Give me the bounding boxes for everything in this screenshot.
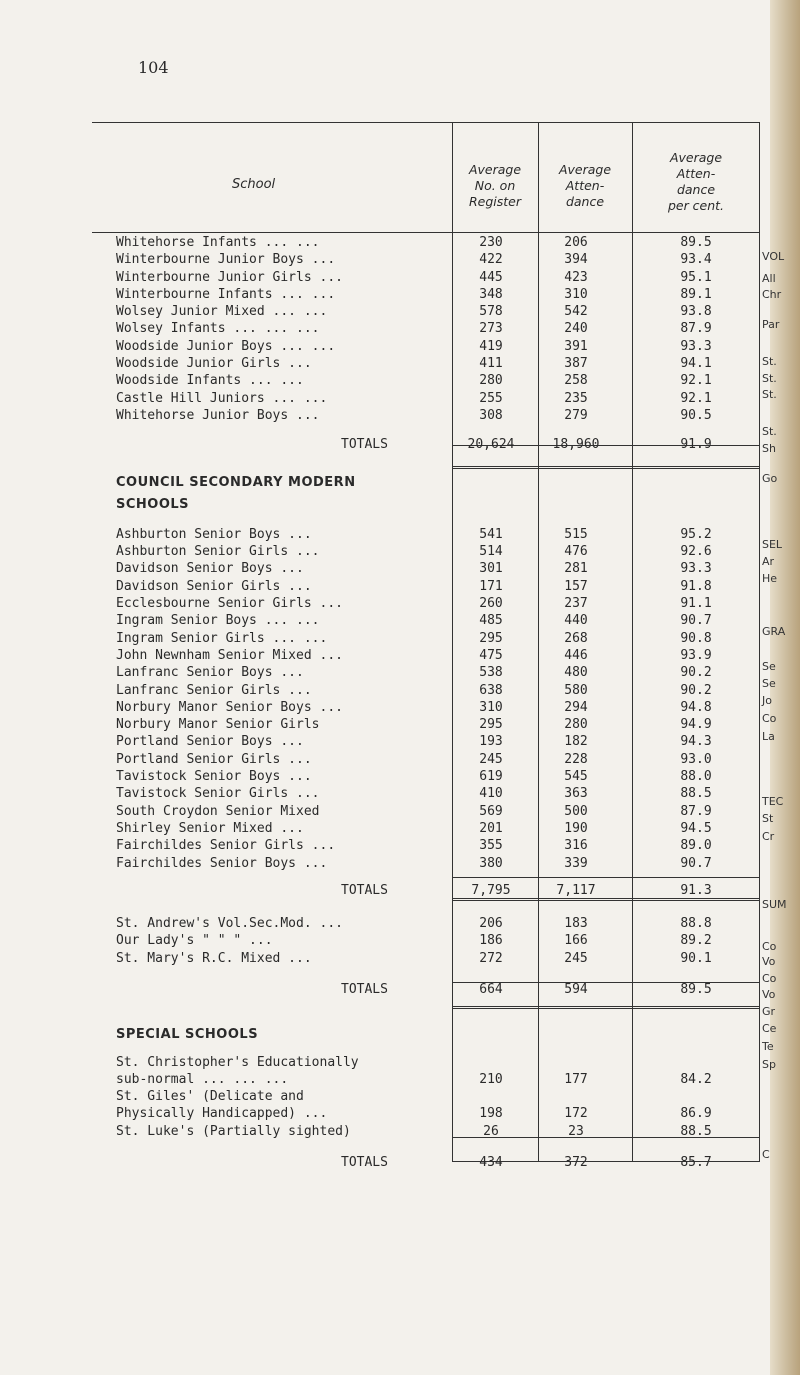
table-row: Tavistock Senior Girls ... 410 363 88.5	[116, 786, 712, 802]
edge-fragment: SUM	[762, 898, 787, 911]
table-row: Davidson Senior Girls ... 171 157 91.8	[116, 578, 712, 594]
edge-fragment: Ce	[762, 1022, 777, 1035]
edge-fragment: Cr	[762, 830, 775, 843]
header-attendance: Average Atten- dance	[558, 162, 612, 209]
edge-fragment: Ar	[762, 555, 775, 568]
header-rule	[92, 232, 760, 233]
table-row: John Newnham Senior Mixed ... 475 446 93.9	[116, 647, 712, 663]
table-row: Winterbourne Junior Boys ... 422 394 93.4	[116, 252, 712, 268]
table-row: St. Christopher's Educationally	[116, 1054, 359, 1070]
edge-fragment: Se	[762, 660, 776, 673]
edge-fragment: C	[762, 1148, 770, 1161]
table-row: Castle Hill Juniors ... ... 255 235 92.1	[116, 390, 712, 406]
edge-fragment: St.	[762, 425, 777, 438]
totals-row: TOTALS 7,795 7,117 91.3	[341, 882, 712, 898]
table-row: St. Andrew's Vol.Sec.Mod. ... 206 183 88.8	[116, 916, 712, 932]
table-row: Portland Senior Boys ... 193 182 94.3	[116, 734, 712, 750]
attendance-table	[92, 122, 785, 1171]
col-divider	[759, 122, 760, 1162]
edge-fragment: Chr	[762, 288, 782, 301]
edge-fragment: St.	[762, 355, 777, 368]
table-row: Woodside Infants ... ... 280 258 92.1	[116, 373, 712, 389]
section-title: COUNCIL SECONDARY MODERN	[116, 474, 356, 490]
edge-fragment: He	[762, 572, 778, 585]
table-row: Lanfranc Senior Girls ... 638 580 90.2	[116, 682, 712, 698]
table-row: Norbury Manor Senior Boys ... 310 294 94.8	[116, 699, 712, 715]
table-row: Ashburton Senior Girls ... 514 476 92.6	[116, 544, 712, 560]
table-row: Ingram Senior Boys ... ... 485 440 90.7	[116, 613, 712, 629]
table-row: Tavistock Senior Boys ... 619 545 88.0	[116, 769, 712, 785]
table-row: Wolsey Junior Mixed ... ... 578 542 93.8	[116, 304, 712, 320]
table-row: Winterbourne Infants ... ... 348 310 89.1	[116, 286, 712, 302]
table-row: Fairchildes Senior Girls ... 355 316 89.0	[116, 838, 712, 854]
edge-fragment: Gr	[762, 1005, 776, 1018]
table-row: Winterbourne Junior Girls ... 445 423 95.1	[116, 269, 712, 285]
table-row: St. Luke's (Partially sighted) 26 23 88.5	[116, 1123, 712, 1139]
table-row: Ingram Senior Girls ... ... 295 268 90.8	[116, 630, 712, 646]
section-title: SPECIAL SCHOOLS	[116, 1027, 259, 1043]
edge-fragment: Co	[762, 972, 777, 985]
edge-fragment: Go	[762, 472, 778, 485]
table-row: Davidson Senior Boys ... 301 281 93.3	[116, 561, 712, 577]
edge-fragment: TEC	[762, 795, 784, 808]
edge-fragment: Te	[762, 1040, 774, 1053]
edge-fragment: Se	[762, 677, 776, 690]
header-percent: Average Atten- dance per cent.	[667, 150, 725, 213]
table-row: Whitehorse Infants ... ... 230 206 89.5	[116, 235, 712, 250]
table-row: Norbury Manor Senior Girls 295 280 94.9	[116, 717, 712, 733]
section-title: SCHOOLS	[116, 496, 190, 512]
edge-fragment: GRA	[762, 625, 786, 638]
edge-fragment: All	[762, 272, 776, 285]
edge-fragment: La	[762, 730, 775, 743]
edge-fragment: St.	[762, 388, 777, 401]
totals-row: TOTALS 20,624 18,960 91.9	[341, 437, 712, 453]
edge-fragment: Co	[762, 712, 777, 725]
table-body	[116, 234, 756, 1171]
edge-fragment: VOL	[762, 250, 785, 263]
edge-fragment: St.	[762, 372, 777, 385]
table-row: Lanfranc Senior Boys ... 538 480 90.2	[116, 665, 712, 681]
edge-fragment: Jo	[762, 694, 772, 707]
table-row: Shirley Senior Mixed ... 201 190 94.5	[116, 820, 712, 836]
edge-fragment: Vo	[762, 988, 776, 1001]
table-row: Wolsey Infants ... ... ... 273 240 87.9	[116, 321, 712, 337]
edge-fragment: Co	[762, 940, 777, 953]
table-row: Woodside Junior Girls ... 411 387 94.1	[116, 356, 712, 372]
header-school: School	[232, 177, 276, 192]
edge-fragment: SEL	[762, 538, 783, 551]
header-register: Average No. on Register	[468, 162, 522, 209]
table-row: Our Lady's " " " ... 186 166 89.2	[116, 933, 712, 949]
edge-fragment: St	[762, 812, 774, 825]
totals-row: TOTALS 664 594 89.5	[341, 981, 712, 997]
table-row: Whitehorse Junior Boys ... 308 279 90.5	[116, 407, 712, 423]
edge-fragment: Sp	[762, 1058, 776, 1071]
page-number: 104	[138, 58, 169, 77]
table-top-rule	[92, 122, 760, 123]
table-row: St. Mary's R.C. Mixed ... 272 245 90.1	[116, 950, 712, 966]
table-row: Portland Senior Girls ... 245 228 93.0	[116, 751, 712, 767]
table-row: St. Giles' (Delicate and	[116, 1089, 304, 1105]
table-row: Ecclesbourne Senior Girls ... 260 237 91.1	[116, 596, 712, 612]
edge-fragment: Sh	[762, 442, 776, 455]
table-row: Fairchildes Senior Boys ... 380 339 90.7	[116, 855, 712, 871]
table-row: Woodside Junior Boys ... ... 419 391 93.3	[116, 338, 712, 354]
table-row: Physically Handicapped) ... 198 172 86.9	[116, 1106, 712, 1122]
table-row: sub-normal ... ... ... 210 177 84.2	[116, 1071, 712, 1087]
totals-row: TOTALS 434 372 85.7	[341, 1155, 712, 1171]
table-row: Ashburton Senior Boys ... 541 515 95.2	[116, 526, 712, 542]
table-row: South Croydon Senior Mixed 569 500 87.9	[116, 803, 712, 819]
edge-fragment: Vo	[762, 955, 776, 968]
edge-fragment: Par	[762, 318, 780, 331]
